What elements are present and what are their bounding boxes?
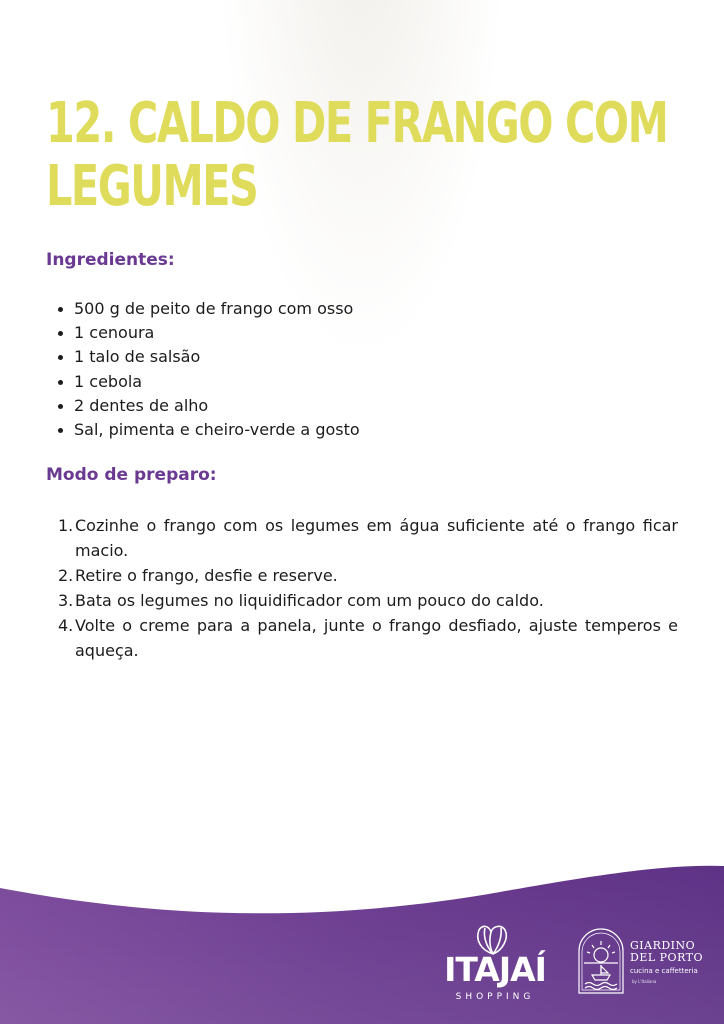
bullet-icon [58, 404, 63, 409]
ingredients-heading: Ingredientes: [46, 250, 175, 270]
step-item [58, 613, 678, 663]
ingredient-text: 1 cenoura [74, 323, 155, 343]
step-number: 2. [58, 566, 74, 585]
ingredient-text: 1 talo de salsão [74, 347, 201, 367]
ingredient-text: 1 cebola [74, 371, 143, 391]
ingredient-item [52, 394, 360, 418]
ingredient-text: 2 dentes de alho [74, 395, 209, 415]
sunset-boat-emblem-icon [576, 927, 626, 997]
ingredient-item [52, 418, 360, 442]
ingredient-item [52, 297, 360, 321]
giardino-del-porto-logo [576, 927, 716, 997]
itajai-wordmark: ITAJAÍ [444, 950, 546, 989]
step-text: Volte o creme para a panela, junte o frango desfiado, ajuste temperos e aqueça. [75, 616, 678, 660]
giardino-byline: by L'Italiana [632, 979, 657, 984]
method-steps-list [58, 513, 678, 663]
bullet-icon [58, 307, 63, 312]
itajai-shopping-logo [440, 922, 550, 1006]
recipe-title-line-2: LEGUMES [46, 154, 258, 219]
giardino-subtitle: cucina e caffetteria [630, 967, 698, 975]
step-number: 1. [58, 516, 74, 535]
ingredient-text: 500 g de peito de frango com osso [74, 299, 354, 318]
ingredient-item [52, 345, 360, 369]
ingredient-item [52, 370, 360, 394]
bullet-icon [58, 355, 63, 360]
step-number: 3. [58, 591, 74, 610]
ingredient-text: Sal, pimenta e cheiro-verde a gosto [74, 420, 360, 440]
bullet-icon [58, 428, 63, 433]
step-item [58, 513, 678, 563]
recipe-title-line-1: 12. CALDO DE FRANGO COM [46, 91, 668, 156]
itajai-subtitle: SHOPPING [455, 992, 535, 1002]
giardino-name-line-2: DEL PORTO [630, 951, 704, 964]
giardino-name [630, 940, 703, 964]
bullet-icon [58, 380, 63, 385]
step-item [58, 563, 678, 588]
ingredient-item [52, 321, 360, 345]
recipe-title [46, 91, 668, 219]
giardino-name-line-1: GIARDINO [630, 939, 696, 952]
step-number: 4. [58, 616, 74, 635]
step-text: Bata os legumes no liquidificador com um pouco do caldo. [75, 591, 544, 610]
step-item [58, 588, 678, 613]
step-text: Retire o frango, desfie e reserve. [75, 566, 338, 585]
bullet-icon [58, 331, 63, 336]
step-text: Cozinhe o frango com os legumes em água suficiente até o frango ficar macio. [75, 516, 678, 560]
ingredients-list [52, 297, 360, 442]
method-heading: Modo de preparo: [46, 465, 217, 485]
